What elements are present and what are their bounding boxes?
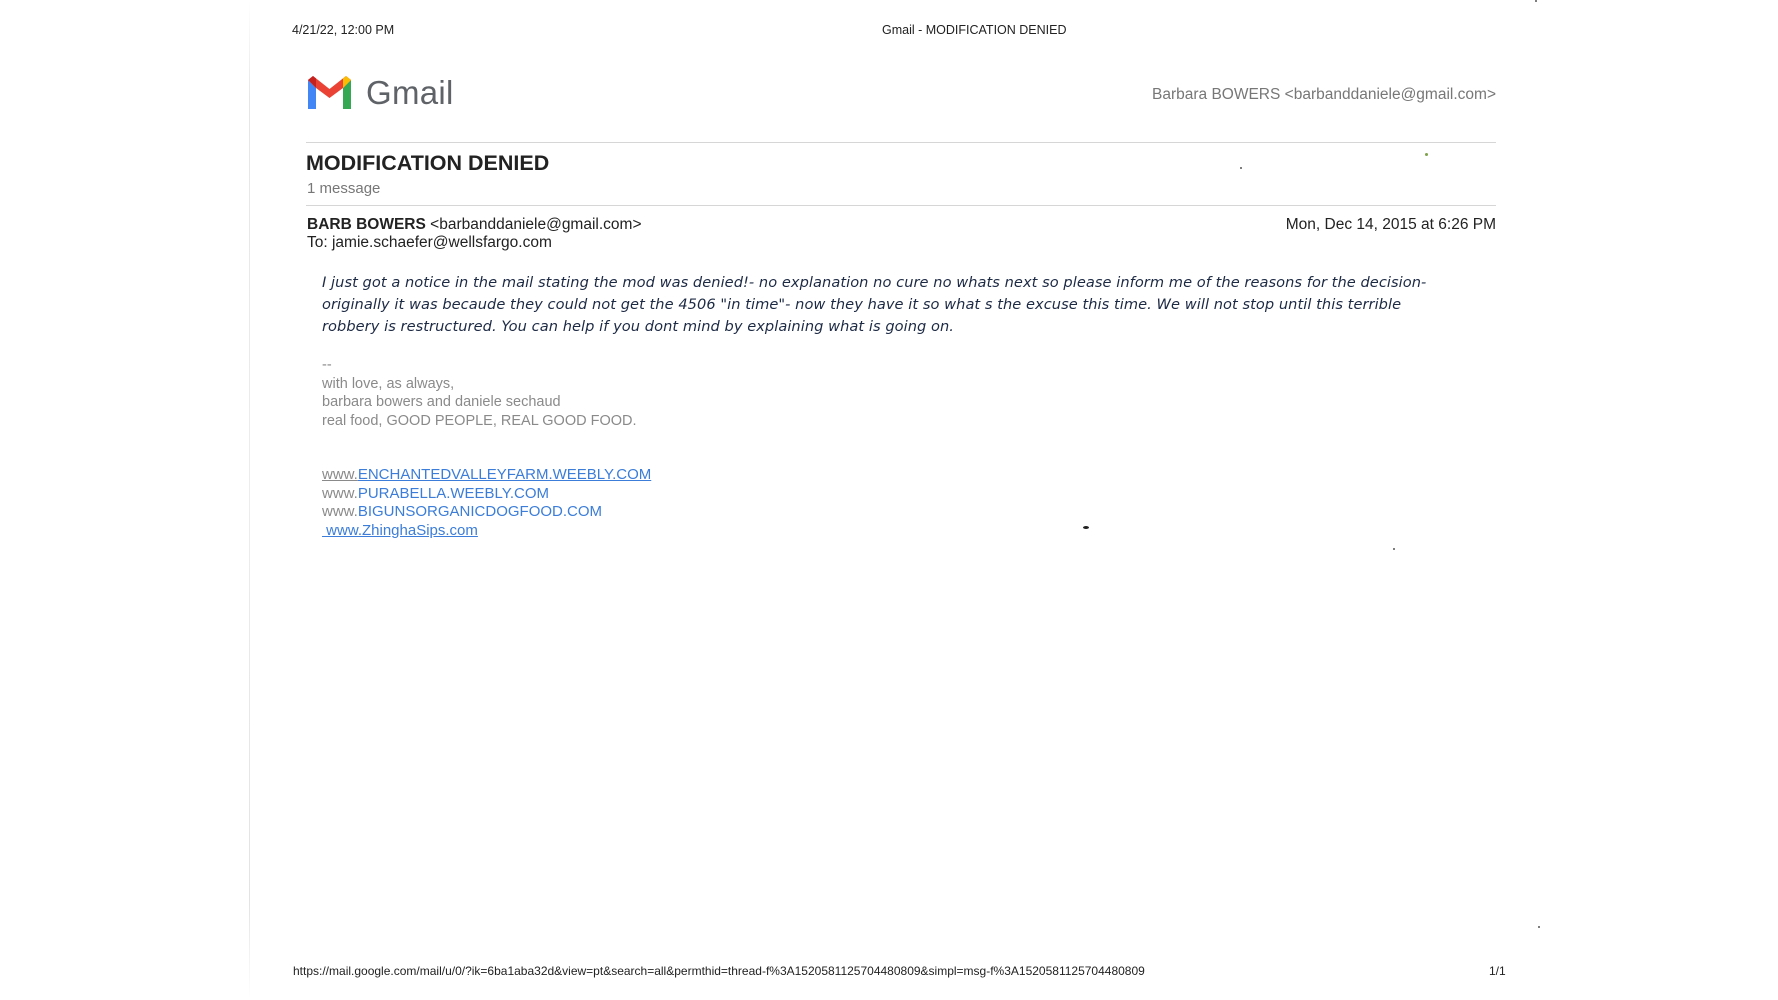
thread-subject: MODIFICATION DENIED — [306, 151, 550, 175]
scan-speck — [1083, 526, 1089, 529]
link-zhinghasips[interactable]: www.ZhinghaSips.com — [322, 521, 478, 539]
scan-edge — [249, 0, 250, 1000]
link-prefix: www. — [322, 484, 358, 502]
signature-separator: -- — [322, 357, 332, 373]
signature-line: with love, as always, — [322, 375, 455, 392]
signature-line: barbara bowers and daniele sechaud — [322, 394, 561, 410]
body-line: I just got a notice in the mail stating the mod was denied!- no explanation no cure no whats next so please inform me of the reasons for the decision- — [322, 274, 1427, 291]
sent-date: Mon, Dec 14, 2015 at 6:26 PM — [1285, 216, 1496, 233]
print-page-number: 1/1 — [1489, 964, 1506, 978]
link-prefix: www. — [322, 466, 358, 483]
header-divider — [306, 142, 1496, 143]
scan-speck — [1425, 153, 1428, 156]
scan-speck — [1538, 926, 1540, 928]
print-date: 4/21/22, 12:00 PM — [292, 23, 395, 37]
link-row[interactable] — [322, 503, 651, 522]
message-body — [322, 272, 1502, 338]
link-prefix: www. — [322, 503, 358, 520]
body-line: robbery is restructured. You can help if you dont mind by explaining what is going on. — [322, 318, 954, 335]
sender-name: BARB BOWERS — [307, 216, 426, 233]
link-row[interactable] — [322, 466, 651, 485]
scan-speck — [1535, 0, 1537, 2]
signature — [322, 356, 637, 430]
scan-speck — [1240, 167, 1242, 169]
scan-speck — [1393, 548, 1395, 550]
recipient-line: To: jamie.schaefer@wellsfargo.com — [307, 234, 552, 251]
print-footer-url: https://mail.google.com/mail/u/0/?ik=6ba1aba32d&view=pt&search=all&permthid=thread-f%3A1520581125704480809&simpl=msg-f%3A1520581125704480809 — [293, 964, 1145, 978]
sender-line — [307, 216, 642, 234]
account-label: Barbara BOWERS <barbanddaniele@gmail.com> — [1152, 86, 1496, 103]
body-line: originally it was becaude they could not get the 4506 "in time"- now they have it so what s the excuse this time. We will not stop until this terrible — [322, 296, 1402, 313]
link-enchantedvalleyfarm[interactable]: ENCHANTEDVALLEYFARM.WEEBLY.COM — [357, 466, 652, 483]
signature-links — [322, 466, 651, 540]
gmail-wordmark: Gmail — [366, 74, 454, 111]
print-title: Gmail - MODIFICATION DENIED — [882, 23, 1067, 37]
gmail-m-icon — [305, 74, 354, 112]
subject-divider — [306, 205, 1496, 206]
link-row[interactable] — [322, 485, 651, 504]
link-purabella[interactable]: PURABELLA.WEEBLY.COM — [357, 484, 550, 502]
message-count: 1 message — [307, 180, 381, 197]
gmail-logo[interactable] — [305, 74, 454, 112]
link-bigunsorganicdogfood[interactable]: BIGUNSORGANICDOGFOOD.COM — [357, 503, 603, 520]
sender-email: <barbanddaniele@gmail.com> — [430, 216, 642, 233]
link-row[interactable] — [322, 522, 651, 541]
signature-line: real food, GOOD PEOPLE, REAL GOOD FOOD. — [322, 412, 637, 429]
